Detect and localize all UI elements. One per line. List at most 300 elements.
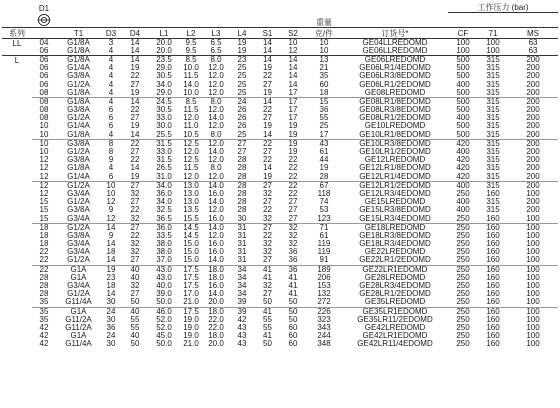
table-row	[2, 206, 558, 214]
cell-s1: 22	[263, 206, 272, 215]
cell-t1: G1/2A	[67, 80, 90, 89]
header-l4: L4	[229, 27, 255, 38]
cell-l3: 8.0	[210, 130, 222, 139]
cell-pressure-ms: 100	[526, 248, 540, 257]
cell-l2: 13.5	[183, 206, 199, 215]
cell-pressure-71: 160	[486, 290, 500, 299]
cell-l1: 23.5	[149, 55, 179, 64]
cell-t1: G1/2A	[67, 290, 90, 299]
cell-pressure-71: 315	[478, 181, 508, 190]
cell-s2: 12	[288, 46, 298, 55]
cell-s1: 19	[263, 122, 272, 131]
cell-s2: 41	[288, 290, 298, 299]
cell-d4: 27	[130, 290, 140, 299]
cell-d4: 40	[121, 265, 149, 274]
cell-d1: 06	[39, 72, 49, 81]
cell-l4: 31	[237, 231, 247, 240]
cell-s1: 14	[255, 55, 280, 64]
cell-pressure-71: 160	[486, 315, 500, 324]
cell-s1: 41	[255, 265, 280, 274]
cell-d3: 24	[101, 307, 121, 316]
cell-l1: 45.0	[156, 332, 172, 341]
cell-pressure-cf: 420	[456, 156, 470, 165]
cell-pressure-71: 315	[486, 88, 500, 97]
cell-d1: 18	[39, 231, 49, 240]
header-d1: D1	[38, 3, 50, 13]
cell-s2: 27	[288, 214, 298, 223]
cell-l4: 28	[237, 189, 247, 198]
cell-l1: 30.0	[156, 122, 172, 131]
cell-d3: 14	[106, 240, 116, 249]
cell-pressure-cf: 250	[456, 281, 470, 291]
cell-l4: 39	[229, 307, 255, 316]
cell-d1: 18	[32, 223, 56, 232]
cell-pressure-ms: 200	[508, 55, 558, 64]
cell-l3: 14.0	[203, 181, 229, 190]
cell-d4: 22	[121, 139, 149, 148]
cell-l3: 22.0	[208, 315, 224, 324]
cell-d4: 19	[130, 122, 140, 131]
cell-pressure-71: 315	[486, 122, 500, 131]
cell-d3: 6	[108, 106, 114, 115]
cell-order-number: GE12LR1/2EDOMD	[342, 181, 448, 190]
cell-l3: 16.0	[208, 240, 224, 249]
cell-d1: 06	[39, 64, 49, 73]
cell-l2: 21.0	[183, 340, 199, 349]
cell-d3: 4	[108, 64, 114, 73]
cell-pressure-cf: 250	[448, 265, 478, 274]
cell-pressure-ms: 100	[526, 323, 540, 332]
header-l1: L1	[149, 27, 179, 38]
cell-weight: 244	[317, 332, 331, 341]
cell-l1: 24.5	[149, 97, 179, 106]
cell-pressure-cf: 250	[456, 340, 470, 349]
cell-pressure-cf: 250	[456, 240, 470, 249]
cell-s2: 19	[280, 139, 306, 148]
cell-d1: 12	[39, 156, 49, 165]
table-row	[2, 131, 558, 140]
cell-s2: 27	[288, 198, 298, 207]
cell-d4: 14	[130, 164, 140, 173]
cell-pressure-ms: 100	[526, 315, 540, 324]
cell-l4: 28	[237, 164, 247, 173]
cell-l4: 43	[237, 340, 247, 349]
cell-t1: G11/4A	[65, 298, 92, 307]
cell-d4: 27	[121, 181, 149, 190]
cell-d4: 19	[130, 88, 140, 97]
cell-l2: 12.0	[183, 147, 199, 157]
cell-pressure-ms: 100	[508, 307, 558, 316]
table-row	[2, 55, 558, 64]
table-row	[2, 307, 558, 316]
cell-d3: 6	[108, 172, 114, 181]
cell-s1: 27	[263, 147, 272, 157]
cell-s2: 19	[288, 147, 298, 157]
cell-weight: 13	[306, 55, 342, 64]
cell-d3: 6	[108, 114, 114, 123]
cell-weight: 189	[306, 265, 342, 274]
cell-weight: 10	[306, 38, 342, 47]
cell-d1: 08	[39, 114, 49, 123]
cell-d3: 8	[101, 139, 121, 148]
cell-l3: 6.5	[203, 38, 229, 47]
cell-pressure-cf: 250	[456, 298, 470, 307]
cell-weight: 35	[319, 72, 329, 81]
cell-order-number: GE06LR1/2EDOMD	[359, 80, 431, 89]
cell-t1: G3/4A	[67, 281, 90, 291]
cell-l2: 12.5	[179, 139, 203, 148]
cell-pressure-cf: 500	[456, 72, 470, 81]
cell-l3: 8.0	[210, 164, 222, 173]
cell-order-number: GE06LREDOMD	[342, 55, 448, 64]
cell-l1: 25.5	[156, 130, 172, 139]
cell-pressure-cf: 400	[456, 147, 470, 157]
cell-weight: 28	[319, 172, 329, 181]
cell-s2: 32	[288, 231, 298, 240]
cell-order-number: GE08LR1/2EDOMD	[359, 114, 431, 123]
cell-pressure-cf: 250	[456, 315, 470, 324]
cell-weight: 10	[319, 46, 329, 55]
cell-pressure-71: 315	[486, 156, 500, 165]
table-row	[2, 148, 558, 156]
cell-pressure-ms: 200	[526, 198, 540, 207]
cell-order-number: GE04LLREDOMD	[342, 38, 448, 47]
cell-order-number: GE10LREDOMD	[364, 122, 426, 131]
cell-l1: 36.5	[156, 214, 172, 223]
cell-l1: 43.0	[149, 265, 179, 274]
table-row	[2, 290, 558, 298]
cell-pressure-71: 315	[486, 72, 500, 81]
table-row	[2, 265, 558, 274]
cell-l1: 34.0	[156, 198, 172, 207]
cell-d1: 28	[39, 281, 49, 291]
product-table	[2, 2, 558, 348]
cell-t1: G3/8A	[67, 72, 90, 81]
cell-order-number: GE18LR3/4EDOMD	[359, 240, 431, 249]
cell-pressure-71: 315	[478, 97, 508, 106]
cell-s2: 19	[288, 122, 298, 131]
cell-d4: 50	[130, 340, 140, 349]
cell-d1: 10	[32, 139, 56, 148]
cell-d4: 14	[130, 46, 140, 55]
cell-l2: 15.0	[183, 240, 199, 249]
cell-s2: 32	[288, 240, 298, 249]
cell-l3: 22.0	[208, 323, 224, 332]
cell-d3: 12	[106, 214, 116, 223]
cell-order-number: GE22LREDOMD	[364, 248, 426, 257]
cell-pressure-cf: 250	[456, 248, 470, 257]
cell-d1: 10	[39, 122, 49, 131]
cell-l1: 37.0	[156, 256, 172, 265]
cell-s1: 27	[255, 223, 280, 232]
cell-d4: 40	[121, 307, 149, 316]
cell-s2: 22	[288, 172, 298, 181]
cell-l4: 28	[237, 156, 247, 165]
cell-l2: 8.5	[179, 97, 203, 106]
cell-pressure-71: 160	[486, 256, 500, 265]
cell-pressure-ms: 100	[526, 340, 540, 349]
cell-l2: 15.0	[183, 248, 199, 257]
cell-s1: 14	[255, 97, 280, 106]
cell-s1: 22	[263, 231, 272, 240]
cell-d1: 15	[39, 198, 49, 207]
cell-pressure-cf: 400	[456, 80, 470, 89]
cell-order-number: GE12LR3/4EDOMD	[359, 189, 431, 198]
cell-s1: 27	[263, 80, 272, 89]
cell-t1: G1A	[56, 265, 101, 274]
header-l2: L2	[179, 27, 203, 38]
table-row	[2, 80, 558, 88]
cell-l1: 39.0	[156, 290, 172, 299]
cell-d3: 4	[108, 164, 114, 173]
cell-l1: 26.5	[156, 164, 172, 173]
table-row	[2, 72, 558, 80]
cell-s2: 41	[288, 273, 298, 282]
cell-pressure-71: 160	[486, 273, 500, 282]
cell-weight: 61	[319, 147, 329, 157]
cell-s2: 32	[280, 223, 306, 232]
cell-l4: 24	[229, 97, 255, 106]
cell-l3: 14.0	[208, 198, 224, 207]
cell-d3: 14	[106, 256, 116, 265]
table-row	[2, 298, 558, 307]
cell-s1: 27	[255, 181, 280, 190]
cell-l3: 18.0	[208, 332, 224, 341]
cell-l2: 14.5	[183, 231, 199, 240]
cell-d3: 23	[106, 273, 116, 282]
cell-d4: 32	[130, 189, 140, 198]
cell-l4: 19	[229, 38, 255, 47]
cell-weight: 21	[319, 64, 329, 73]
cell-l2: 12.0	[183, 172, 199, 181]
cell-d3: 12	[106, 198, 116, 207]
header-d3: D3	[101, 27, 121, 38]
cell-l1: 33.0	[156, 147, 172, 157]
cell-order-number: GE18LR3/8EDOMD	[359, 231, 431, 240]
cell-t1: G1A	[70, 332, 87, 341]
cell-d4: 27	[130, 147, 140, 157]
cell-s1: 27	[263, 290, 272, 299]
header-l3: L3	[203, 27, 229, 38]
cell-l1: 33.0	[156, 114, 172, 123]
series-label: LL	[2, 38, 32, 55]
cell-pressure-cf: 250	[456, 290, 470, 299]
cell-t1: G3/8A	[67, 206, 90, 215]
cell-l2: 12.5	[183, 156, 199, 165]
cell-l1: 50.0	[156, 298, 172, 307]
table-row	[2, 190, 558, 198]
cell-order-number: GE06LR1/4EDOMD	[359, 64, 431, 73]
cell-d4: 19	[130, 172, 140, 181]
cell-pressure-ms: 200	[526, 130, 540, 139]
cell-l2: 14.0	[183, 80, 199, 89]
cell-l1: 38.0	[156, 248, 172, 257]
cell-d1: 08	[32, 97, 56, 106]
table-row	[2, 232, 558, 240]
cell-order-number: GE22LR1/2EDOMD	[359, 256, 431, 265]
cell-order-number: GE08LR1/8EDOMD	[342, 97, 448, 106]
header-pressure: 工作压力 (bar)	[448, 2, 558, 13]
header-order: 订货号*	[342, 27, 448, 38]
cell-d1: 10	[39, 130, 49, 139]
cell-pressure-cf: 420	[456, 172, 470, 181]
cell-pressure-cf: 250	[456, 189, 470, 198]
cell-order-number: GE22LR1EDOMD	[342, 265, 448, 274]
cell-l1: 31.0	[156, 172, 172, 181]
cell-d1: 08	[39, 106, 49, 115]
cell-pressure-71: 160	[486, 189, 500, 198]
table-row	[2, 256, 558, 265]
cell-pressure-cf: 500	[456, 130, 470, 139]
cell-pressure-71: 315	[486, 130, 500, 139]
cell-s2: 50	[280, 307, 306, 316]
cell-l4: 25	[237, 72, 247, 81]
cell-weight: 18	[319, 88, 329, 97]
cell-s2: 36	[288, 248, 298, 257]
cell-pressure-ms: 200	[526, 172, 540, 181]
cell-l1: 36.0	[149, 223, 179, 232]
cell-s1: 14	[255, 38, 280, 47]
cell-s1: 22	[255, 139, 280, 148]
cell-s1: 41	[255, 307, 280, 316]
cell-l3: 18.0	[203, 307, 229, 316]
cell-s2: 17	[288, 114, 298, 123]
cell-pressure-cf: 500	[448, 55, 478, 64]
cell-d3: 18	[106, 281, 116, 291]
cell-order-number: GE10LR1/2EDOMD	[359, 147, 431, 157]
cell-d3: 4	[108, 130, 114, 139]
cell-pressure-71: 315	[486, 206, 500, 215]
cell-pressure-71: 160	[486, 231, 500, 240]
cell-l2: 19.0	[183, 332, 199, 341]
cell-d1: 28	[39, 290, 49, 299]
cell-weight: 226	[306, 307, 342, 316]
cell-d4: 14	[121, 97, 149, 106]
cell-s1: 19	[263, 172, 272, 181]
table-row	[2, 89, 558, 98]
cell-pressure-ms: 100	[526, 332, 540, 341]
cell-pressure-71: 160	[486, 298, 500, 307]
cell-order-number: GE42LREDOMD	[364, 323, 426, 332]
table-row	[2, 139, 558, 148]
cell-s2: 14	[288, 80, 298, 89]
cell-l1: 33.5	[156, 231, 172, 240]
cell-order-number: GE12LR1/8EDOMD	[359, 164, 431, 173]
cell-pressure-ms: 200	[508, 181, 558, 190]
cell-l1: 31.5	[156, 156, 172, 165]
cell-l1: 30.5	[156, 106, 172, 115]
cell-s1: 50	[263, 298, 272, 307]
cell-pressure-ms: 200	[526, 64, 540, 73]
cell-s2: 17	[280, 97, 306, 106]
cell-weight: 343	[317, 323, 331, 332]
cell-pressure-ms: 100	[526, 189, 540, 198]
cell-d3: 14	[101, 223, 121, 232]
table-row	[2, 114, 558, 122]
cell-weight: 19	[319, 164, 329, 173]
cell-l2: 10.0	[183, 88, 199, 97]
cell-l3: 12.0	[208, 106, 224, 115]
cell-t1: G1/2A	[56, 181, 101, 190]
cell-pressure-ms: 100	[526, 290, 540, 299]
cell-pressure-cf: 400	[456, 206, 470, 215]
cell-s2: 41	[288, 281, 298, 291]
cell-l3: 20.0	[208, 298, 224, 307]
cell-s1: 27	[263, 198, 272, 207]
cell-pressure-ms: 100	[508, 265, 558, 274]
cell-s2: 19	[288, 130, 298, 139]
cell-d3: 30	[106, 315, 116, 324]
cell-l4: 43	[237, 332, 247, 341]
cell-order-number: GE12LREDOMD	[364, 156, 426, 165]
cell-pressure-cf: 400	[456, 198, 470, 207]
header-series: 系列	[2, 27, 32, 38]
cell-pressure-ms: 200	[526, 156, 540, 165]
cell-l3: 12.0	[208, 231, 224, 240]
cell-l3: 12.0	[208, 156, 224, 165]
cell-pressure-ms: 63	[528, 46, 538, 55]
cell-s1: 32	[263, 189, 272, 198]
cell-l4: 25	[237, 64, 247, 73]
cell-s2: 22	[288, 164, 298, 173]
cell-d4: 14	[130, 130, 140, 139]
header-weight-line1: 重量	[306, 13, 342, 28]
cell-d1: 42	[39, 332, 49, 341]
cell-s2: 22	[288, 189, 298, 198]
header-71: 71	[478, 27, 508, 38]
cell-d3: 10	[106, 189, 116, 198]
cell-weight: 153	[317, 281, 331, 291]
cell-s2: 36	[288, 256, 298, 265]
cell-l2: 13.0	[183, 198, 199, 207]
cell-pressure-cf: 420	[456, 164, 470, 173]
cell-d1: 12	[32, 181, 56, 190]
cell-l4: 30	[237, 214, 247, 223]
cell-t1: G3/4A	[67, 189, 90, 198]
cell-d3: 9	[108, 231, 114, 240]
cell-l1: 30.5	[156, 72, 172, 81]
header-s1: S1	[255, 27, 280, 38]
table-row	[2, 282, 558, 290]
cell-s2: 17	[288, 88, 298, 97]
cell-s2: 10	[280, 38, 306, 47]
cell-l3: 16.0	[208, 189, 224, 198]
cell-l1: 52.0	[156, 315, 172, 324]
cell-l4: 26	[237, 122, 247, 131]
cell-s1: 22	[263, 156, 272, 165]
cell-pressure-ms: 200	[526, 164, 540, 173]
cell-d4: 27	[130, 256, 140, 265]
cell-s2: 36	[280, 265, 306, 274]
ring-symbol-icon	[37, 13, 51, 27]
cell-d3: 30	[106, 340, 116, 349]
cell-l4: 26	[237, 106, 247, 115]
table-row	[2, 214, 558, 223]
cell-order-number: GE08LR3/8EDOMD	[359, 106, 431, 115]
cell-l3: 14.0	[208, 290, 224, 299]
cell-l1: 29.0	[156, 88, 172, 97]
cell-d3: 4	[108, 88, 114, 97]
cell-l2: 19.0	[183, 315, 199, 324]
cell-pressure-71: 160	[478, 223, 508, 232]
cell-l1: 32.5	[156, 206, 172, 215]
cell-pressure-71: 315	[486, 172, 500, 181]
cell-order-number: GE15LR3/4EDOMD	[359, 214, 431, 223]
cell-l2: 12.0	[183, 114, 199, 123]
cell-l4: 42	[237, 315, 247, 324]
cell-d4: 22	[130, 72, 140, 81]
header-weight-line2: 克/件	[306, 27, 342, 38]
